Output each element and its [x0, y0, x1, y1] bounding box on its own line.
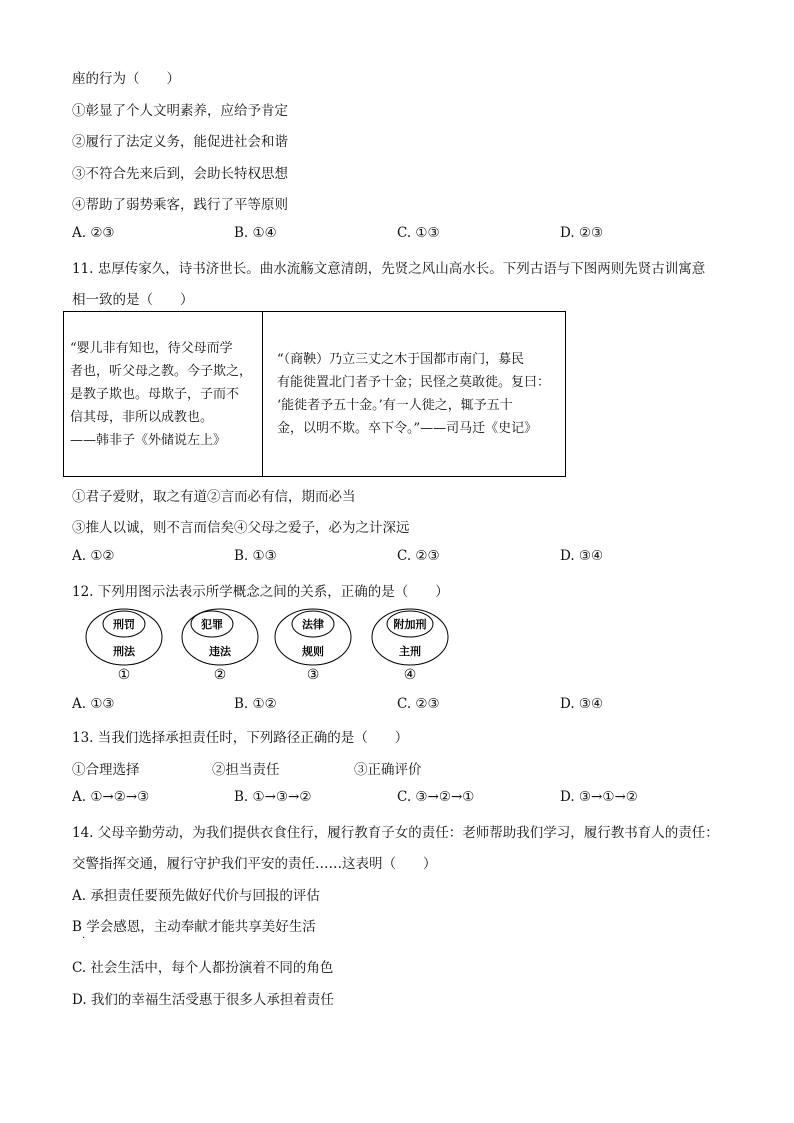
q13-option-d[interactable]: D. ③→①→② — [560, 789, 638, 805]
q11-items-line2: ③推人以诚，则不言而信矣④父母之爱子，必为之计深远 — [72, 520, 410, 536]
stray-dot: · — [82, 933, 86, 944]
q14-option-d[interactable]: D. 我们的幸福生活受惠于很多人承担着责任 — [72, 992, 334, 1008]
q11-items-line1: ①君子爱财，取之有道②言而必有信，期而必当 — [72, 489, 356, 505]
venn-diagram-4 — [372, 609, 448, 683]
q12-option-d[interactable]: D. ③④ — [560, 696, 604, 712]
venn-3-outer-label: 规则 — [302, 645, 324, 658]
q13-stem: 13. 当我们选择承担责任时，下列路径正确的是（ ） — [72, 730, 409, 746]
q10-item-4: ④帮助了弱势乘客，践行了平等原则 — [72, 197, 288, 213]
venn-1-number: ① — [117, 667, 131, 683]
venn-diagram-3 — [275, 609, 351, 683]
q12-venn-diagrams — [82, 604, 462, 684]
q13-item-2: ②担当责任 — [212, 762, 280, 778]
q10-options — [72, 225, 732, 245]
venn-3-number: ③ — [306, 667, 320, 683]
q11-stem-line1: 11. 忠厚传家久，诗书济世长。曲水流觞文意清朗，先贤之风山高水长。下列古语与下图两则先贤古训寓意 — [72, 261, 706, 277]
q12-stem: 12. 下列用图示法表示所学概念之间的关系，正确的是（ ） — [72, 584, 449, 600]
q12-option-c[interactable]: C. ②③ — [397, 696, 440, 712]
quote-shiji: “（商鞅）乃立三丈之木于国都市南门，募民 有能徙置北门者予十金；民怪之莫敢徙。复曰： ‘能徙者予五十金。’有一人徙之，辄予五十 金，以明不欺。卒下令。”——司马迁《史记》 — [263, 312, 566, 477]
q13-items — [72, 758, 732, 778]
venn-1-inner-label: 刑罚 — [113, 618, 135, 631]
q11-option-a[interactable]: A. ①② — [72, 548, 115, 564]
q14-stem-line2: 交警指挥交通，履行守护我们平安的责任……这表明（ ） — [72, 856, 437, 872]
q11-option-b[interactable]: B. ①③ — [234, 548, 277, 564]
q10-option-a[interactable]: A. ②③ — [72, 225, 115, 241]
q13-option-a[interactable]: A. ①→②→③ — [72, 789, 150, 805]
q14-option-a[interactable]: A. 承担责任要预先做好代价与回报的评估 — [72, 888, 320, 904]
venn-1-outer-label: 刑法 — [113, 645, 135, 658]
q11-option-c[interactable]: C. ②③ — [397, 548, 440, 564]
venn-4-inner-label: 附加刑 — [393, 618, 427, 631]
q10-stem-tail: 座的行为（ ） — [72, 71, 180, 87]
q11-option-d[interactable]: D. ③④ — [560, 548, 604, 564]
venn-4-outer-label: 主刑 — [399, 645, 421, 658]
q13-options — [72, 789, 732, 809]
q12-option-b[interactable]: B. ①② — [234, 696, 277, 712]
q13-option-c[interactable]: C. ③→②→① — [397, 789, 475, 805]
q11-stem-line2: 相一致的是（ ） — [72, 292, 194, 308]
q11-quote-table — [63, 311, 566, 477]
q13-item-1: ①合理选择 — [72, 762, 140, 778]
q13-option-b[interactable]: B. ①→③→② — [234, 789, 312, 805]
venn-diagram-2 — [182, 609, 258, 683]
q11-options — [72, 548, 732, 568]
quote-han-feizi: “婴儿非有知也，待父母而学 者也，听父母之教。今子欺之， 是教子欺也。母欺子，子而不 信其母，非所以成教也。 ——韩非子《外储说左上》 — [64, 312, 263, 477]
q14-stem-line1: 14. 父母辛勤劳动，为我们提供衣食住行，履行教育子女的责任：老师帮助我们学习，履行教书育人的责任： — [72, 825, 719, 841]
q10-item-1: ①彰显了个人文明素养，应给予肯定 — [72, 103, 288, 119]
q13-item-3: ③正确评价 — [354, 762, 422, 778]
venn-2-number: ② — [213, 667, 227, 683]
venn-4-number: ④ — [403, 667, 417, 683]
venn-2-outer-label: 违法 — [209, 645, 231, 658]
q10-item-2: ②履行了法定义务，能促进社会和谐 — [72, 134, 288, 150]
q14-option-c[interactable]: C. 社会生活中，每个人都扮演着不同的角色 — [72, 960, 334, 976]
venn-diagram-1 — [86, 609, 162, 683]
q14-option-b[interactable]: B 学会感恩，主动奉献才能共享美好生活 — [72, 919, 316, 935]
venn-3-inner-label: 法律 — [302, 618, 324, 631]
q10-item-3: ③不符合先来后到，会助长特权思想 — [72, 166, 288, 182]
q12-option-a[interactable]: A. ①③ — [72, 696, 115, 712]
q10-option-d[interactable]: D. ②③ — [560, 225, 604, 241]
q10-option-c[interactable]: C. ①③ — [397, 225, 440, 241]
q10-option-b[interactable]: B. ①④ — [234, 225, 277, 241]
venn-2-inner-label: 犯罪 — [201, 618, 223, 631]
q12-options — [72, 696, 732, 716]
